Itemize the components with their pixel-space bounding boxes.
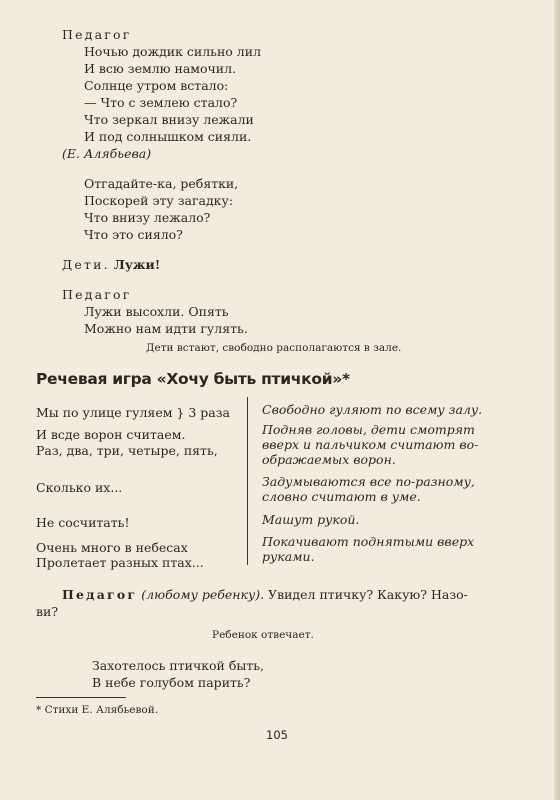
stage-direction: Дети встают, свободно располагаются в зале. — [146, 342, 402, 354]
game-right-line: ображаемых ворон. — [262, 452, 396, 467]
game-right-line: руками. — [262, 549, 315, 564]
teacher-question-text: Увидел птичку? Какую? Назо- — [268, 587, 468, 602]
poem-author: (Е. Алябьева) — [62, 146, 152, 161]
stage-direction: Ребенок отвечает. — [212, 629, 314, 641]
teacher-question — [62, 587, 468, 603]
closing-line: В небе голубом парить? — [92, 675, 251, 690]
teacher-line: Можно нам идти гулять. — [84, 321, 248, 336]
game-right-line: Задумываются все по-разному, — [262, 474, 475, 489]
game-left-line: Не сосчитать! — [36, 515, 130, 530]
riddle-line: Что это сияло? — [84, 227, 183, 242]
teacher-question-cont: ви? — [36, 604, 59, 619]
riddle-line: Что внизу лежало? — [84, 210, 211, 225]
page-number: 105 — [266, 728, 288, 742]
speaker-teacher: Педагог — [62, 587, 138, 602]
game-left-line: Очень много в небесах — [36, 540, 188, 555]
poem-line: Солнце утром встало: — [84, 78, 229, 93]
game-right-line: вверх и пальчиком считают во- — [262, 437, 479, 452]
poem-line: И под солнышком сияли. — [84, 129, 252, 144]
footnote: * Стихи Е. Алябьевой. — [36, 704, 159, 716]
children-reply-text: Лужи! — [113, 257, 161, 272]
game-right-line: словно считают в уме. — [262, 489, 421, 504]
closing-line: Захотелось птичкой быть, — [92, 658, 265, 673]
game-left-line: И всде ворон считаем. — [36, 427, 186, 442]
poem-line: И всю землю намочил. — [84, 61, 237, 76]
game-right-line: Свободно гуляют по всему залу. — [262, 402, 483, 417]
speaker-children: Дети. — [62, 257, 110, 272]
teacher-line: Лужи высохли. Опять — [84, 304, 229, 319]
section-heading: Речевая игра «Хочу быть птичкой»* — [36, 370, 350, 388]
speaker-teacher: Педагог — [62, 27, 132, 42]
poem-line: Что зеркал внизу лежали — [84, 112, 254, 127]
poem-line: — Что с землею стало? — [84, 95, 238, 110]
riddle-line: Поскорей эту загадку: — [84, 193, 234, 208]
page-edge-shadow — [554, 0, 560, 800]
game-right-line: Машут рукой. — [262, 512, 360, 527]
game-right-line: Покачивают поднятыми вверх — [262, 534, 475, 549]
game-left-line: Сколько их... — [36, 480, 123, 495]
game-left-line: Мы по улице гуляем } 3 раза — [36, 405, 230, 420]
poem-line: Ночью дождик сильно лил — [84, 44, 262, 59]
game-right-line: Подняв головы, дети смотрят — [262, 422, 475, 437]
game-left-line: Пролетает разных птах... — [36, 555, 204, 570]
game-left-line: Раз, два, три, четыре, пять, — [36, 443, 218, 458]
speaker-teacher: Педагог — [62, 287, 132, 302]
children-reply — [62, 257, 160, 273]
column-divider — [247, 397, 248, 565]
footnote-rule — [36, 697, 126, 698]
riddle-line: Отгадайте-ка, ребятки, — [84, 176, 239, 191]
teacher-aside: (любому ребенку). — [141, 587, 265, 602]
